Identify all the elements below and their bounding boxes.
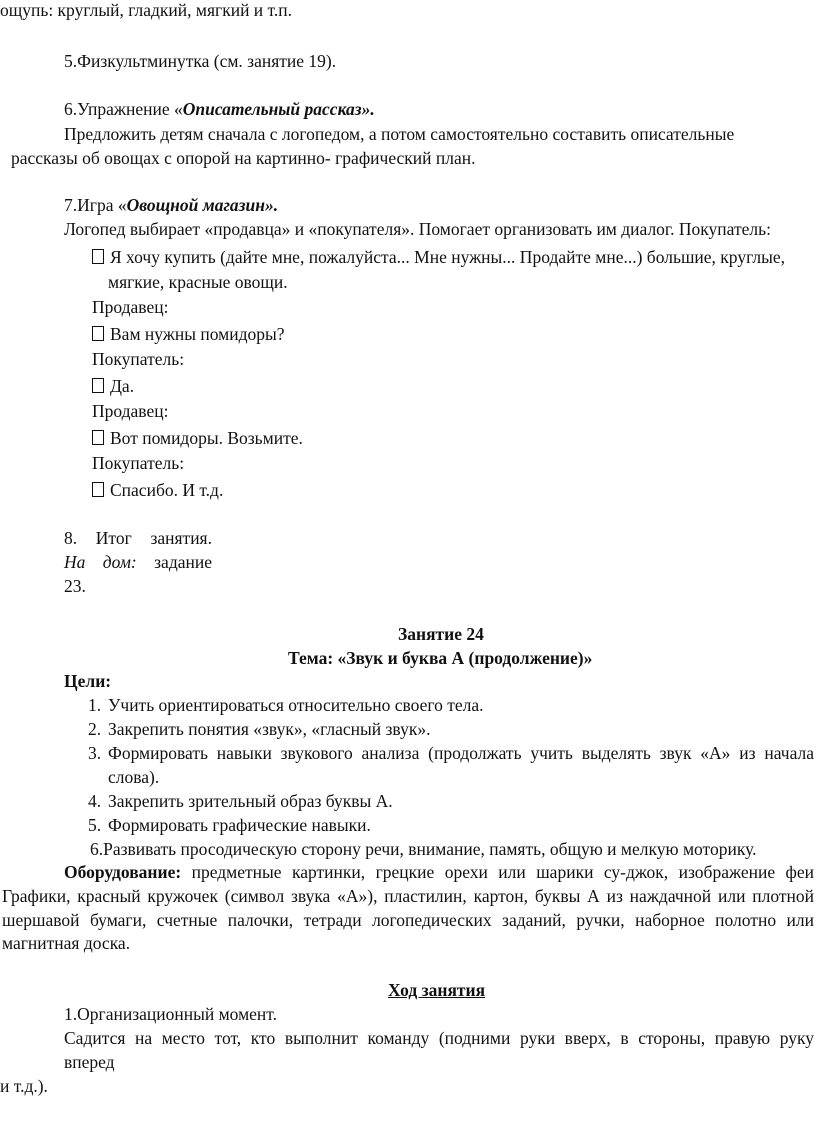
dialog-text: Вам нужны помидоры? (110, 324, 285, 344)
text-line: ощупь: круглый, гладкий, мягкий и т.п. (0, 0, 292, 20)
dialog-line (92, 375, 134, 398)
list-item: 6.Развивать просодическую сторону речи, внимание, память, общую и мелкую моторику. (90, 839, 757, 859)
equipment-line (64, 861, 814, 884)
dialog-line (92, 246, 785, 269)
list-item (88, 718, 430, 741)
text-line: вперед (64, 1052, 115, 1072)
heading-prefix: 7.Игра « (64, 195, 127, 215)
list-number: 3. (88, 743, 102, 763)
text-line: рассказы об овощах с опорой на картинно- графический план. (11, 148, 476, 168)
section-heading (64, 194, 278, 217)
heading-title: Описательный рассказ». (182, 99, 375, 119)
list-item (88, 694, 484, 717)
goals-heading: Цели: (64, 671, 112, 691)
equipment-label: Оборудование: (64, 862, 182, 882)
list-text: Закрепить понятия «звук», «гласный звук». (108, 719, 431, 739)
text-line: Садится на место тот, кто выполнит команду (подними руки вверх, в стороны, правую руку (64, 1028, 814, 1048)
list-item (88, 790, 393, 813)
list-item (88, 742, 814, 765)
text-line: Логопед выбирает «продавца» и «покупателя». Помогает организовать им диалог. Покупатель: (64, 219, 771, 239)
section-heading: 1.Организационный момент. (64, 1004, 277, 1024)
word: 8. (64, 528, 78, 548)
dialog-line (92, 323, 285, 346)
word: дом: (102, 552, 137, 572)
section-heading: 5.Физкультминутка (см. занятие 19). (64, 51, 337, 71)
list-text: Формировать графические навыки. (108, 815, 371, 835)
list-number: 2. (88, 719, 102, 739)
dialog-text: Вот помидоры. Возьмите. (110, 428, 303, 448)
checkbox-glyph-icon (92, 430, 104, 445)
list-number: 5. (88, 815, 102, 835)
dialog-line (92, 427, 303, 450)
text-line: магнитная доска. (2, 933, 131, 953)
list-text: Формировать навыки звукового анализа (продолжать учить выделять звук «А» из начала (108, 743, 814, 763)
text-line: Графики, красный кружочек (символ звука «А»), пластилин, картон, буквы А из наждачной или плотной (2, 886, 814, 906)
section-heading (64, 98, 375, 121)
text-line: 23. (64, 576, 86, 596)
section-title: Ход занятия (388, 980, 486, 1000)
word: занятия. (150, 528, 212, 548)
equipment-text: предметные картинки, грецкие орехи или шарики су-джок, изображение феи (191, 862, 814, 882)
dialog-text: Да. (110, 376, 135, 396)
word: На (64, 552, 86, 572)
word: Итог (95, 528, 132, 548)
heading-title: Овощной магазин». (126, 195, 279, 215)
speaker-label: Продавец: (92, 297, 169, 317)
heading-prefix: 6.Упражнение « (64, 99, 183, 119)
text-line: шершавой бумаги, счетные палочки, тетради логопедических заданий, ручки, наборное полотно или (2, 910, 814, 930)
speaker-label: Продавец: (92, 401, 169, 421)
list-number: 1. (88, 695, 102, 715)
list-text: Учить ориентироваться относительно своего тела. (108, 695, 484, 715)
checkbox-glyph-icon (92, 249, 104, 264)
text-line (64, 527, 212, 550)
list-number: 4. (88, 791, 102, 811)
text-line (64, 551, 212, 574)
lesson-title: Занятие 24 (398, 624, 484, 644)
speaker-label: Покупатель: (92, 453, 185, 473)
list-item (88, 814, 371, 837)
speaker-label: Покупатель: (92, 349, 185, 369)
checkbox-glyph-icon (92, 482, 104, 497)
text-line: Предложить детям сначала с логопедом, а потом самостоятельно составить описательные (64, 124, 735, 144)
text-line: мягкие, красные овощи. (108, 272, 288, 292)
list-item-continuation: слова). (108, 767, 160, 787)
text-line: и т.д.). (0, 1076, 48, 1096)
checkbox-glyph-icon (92, 326, 104, 341)
list-text: Закрепить зрительный образ буквы А. (108, 791, 393, 811)
word: задание (154, 552, 212, 572)
dialog-text: Я хочу купить (дайте мне, пожалуйста... Мне нужны... Продайте мне...) большие, круглые, (110, 247, 785, 267)
dialog-line (92, 479, 223, 502)
lesson-topic: Тема: «Звук и буква А (продолжение)» (288, 648, 593, 668)
dialog-text: Спасибо. И т.д. (110, 480, 224, 500)
checkbox-glyph-icon (92, 378, 104, 393)
